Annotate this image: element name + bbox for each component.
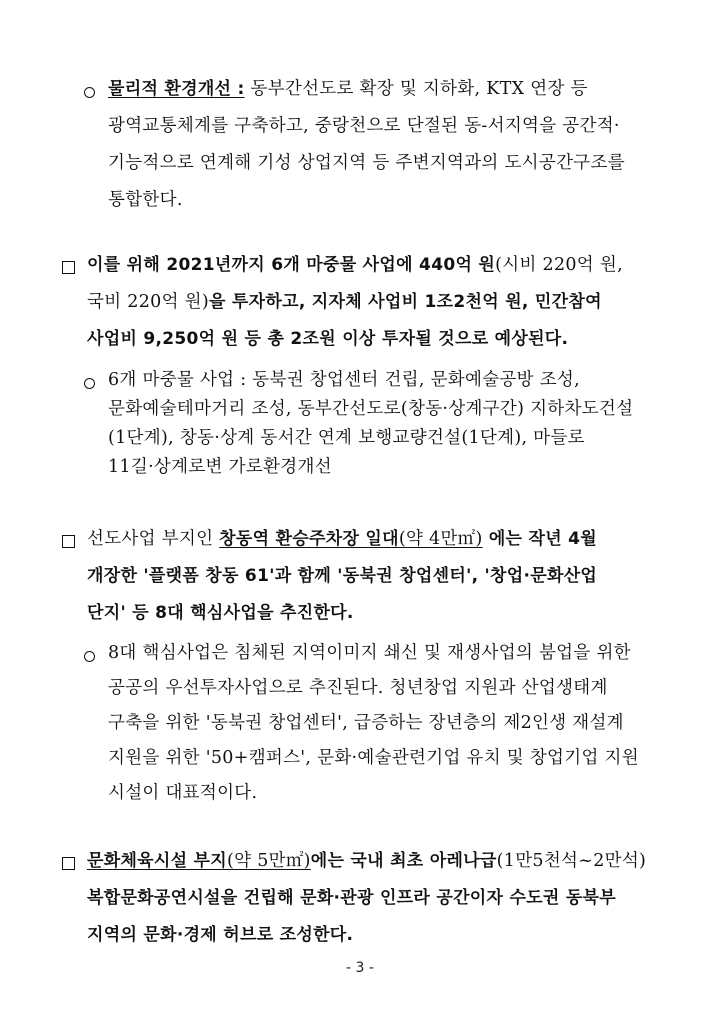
p2sub-line-3: (1단계), 창동·상계 동서간 연계 보행교량건설(1단계), 마들로 — [108, 428, 585, 448]
p3sub-line-3: 구축을 위한 '동북권 창업센터', 급증하는 장년층의 제2인생 재설계 — [108, 713, 624, 733]
p1-line-1 — [108, 78, 588, 100]
p4-site-area: (약 5만㎡) — [227, 851, 311, 871]
p2-line-1 — [87, 254, 623, 276]
p3-line-1-d: 에는 작년 4월 — [482, 529, 598, 549]
p1-line-1-text: 동부간선도로 확장 및 지하화, KTX 연장 등 — [244, 79, 588, 99]
p3sub-line-2: 공공의 우선투자사업으로 추진된다. 청년창업 지원과 산업생태계 — [108, 678, 608, 698]
p3sub-line-5: 시설이 대표적이다. — [108, 783, 258, 803]
p2-line-1-normal: (시비 220억 원, — [495, 255, 623, 275]
p3-line-3: 단지' 등 8대 핵심사업을 추진한다. — [87, 603, 354, 623]
p2sub-line-1: 6개 마중물 사업 : 동북권 창업센터 건립, 문화예술공방 조성, — [108, 370, 580, 390]
p3-line-2: 개장한 '플랫폼 창동 61'과 함께 '동북권 창업센터', '창업·문화산업 — [87, 566, 598, 586]
p2-line-2 — [87, 291, 602, 313]
p2-line-1-bold: 이를 위해 2021년까지 6개 마중물 사업에 440억 원 — [87, 255, 496, 275]
p3sub-line-1: 8대 핵심사업은 침체된 지역이미지 쇄신 및 재생사업의 붐업을 위한 — [108, 643, 631, 663]
p4-line-1 — [87, 850, 646, 872]
p1-line-2: 광역교통체계를 구축하고, 중랑천으로 단절된 동-서지역을 공간적· — [108, 116, 620, 136]
circle-bullet-icon — [84, 82, 95, 104]
p1-title: 물리적 환경개선 : — [108, 79, 245, 99]
p3-line-1-a: 선도사업 부지인 — [87, 529, 220, 549]
p1-line-3: 기능적으로 연계해 기성 상업지역 등 주변지역과의 도시공간구조를 — [108, 153, 625, 173]
page-number: - 3 - — [346, 960, 374, 976]
square-bullet-icon — [62, 532, 75, 554]
p2-line-2-bold: 을 투자하고, 지자체 사업비 1조2천억 원, 민간참여 — [208, 292, 602, 312]
p3-site-area: (약 4만㎡) — [398, 529, 483, 549]
p4-line-2: 복합문화공연시설을 건립해 문화·관광 인프라 공간이자 수도권 동북부 — [87, 888, 617, 908]
p2-line-3: 사업비 9,250억 원 등 총 2조원 이상 투자될 것으로 예상된다. — [87, 329, 569, 349]
square-bullet-icon — [62, 854, 75, 876]
p3-site-name: 창동역 환승주차장 일대 — [219, 529, 399, 549]
circle-bullet-icon — [84, 373, 95, 395]
p3-line-1 — [87, 528, 597, 550]
circle-bullet-icon — [84, 646, 95, 668]
p3sub-line-4: 지원을 위한 '50+캠퍼스', 문화·예술관련기업 유치 및 창업기업 지원 — [108, 748, 639, 768]
p1-line-4: 통합한다. — [108, 190, 183, 210]
p2sub-line-4: 11길·상계로변 가로환경개선 — [108, 457, 332, 477]
square-bullet-icon — [62, 258, 75, 280]
p4-line-1-d: (1만5천석~2만석) — [496, 851, 647, 871]
p2-line-2-normal: 국비 220억 원) — [87, 292, 209, 312]
p4-line-3: 지역의 문화·경제 허브로 조성한다. — [87, 925, 354, 945]
p4-line-1-c: 에는 국내 최초 아레나급 — [310, 851, 497, 871]
p4-site-name: 문화체육시설 부지 — [87, 851, 227, 871]
p2sub-line-2: 문화예술테마거리 조성, 동부간선도로(창동·상계구간) 지하차도건설 — [108, 399, 634, 419]
